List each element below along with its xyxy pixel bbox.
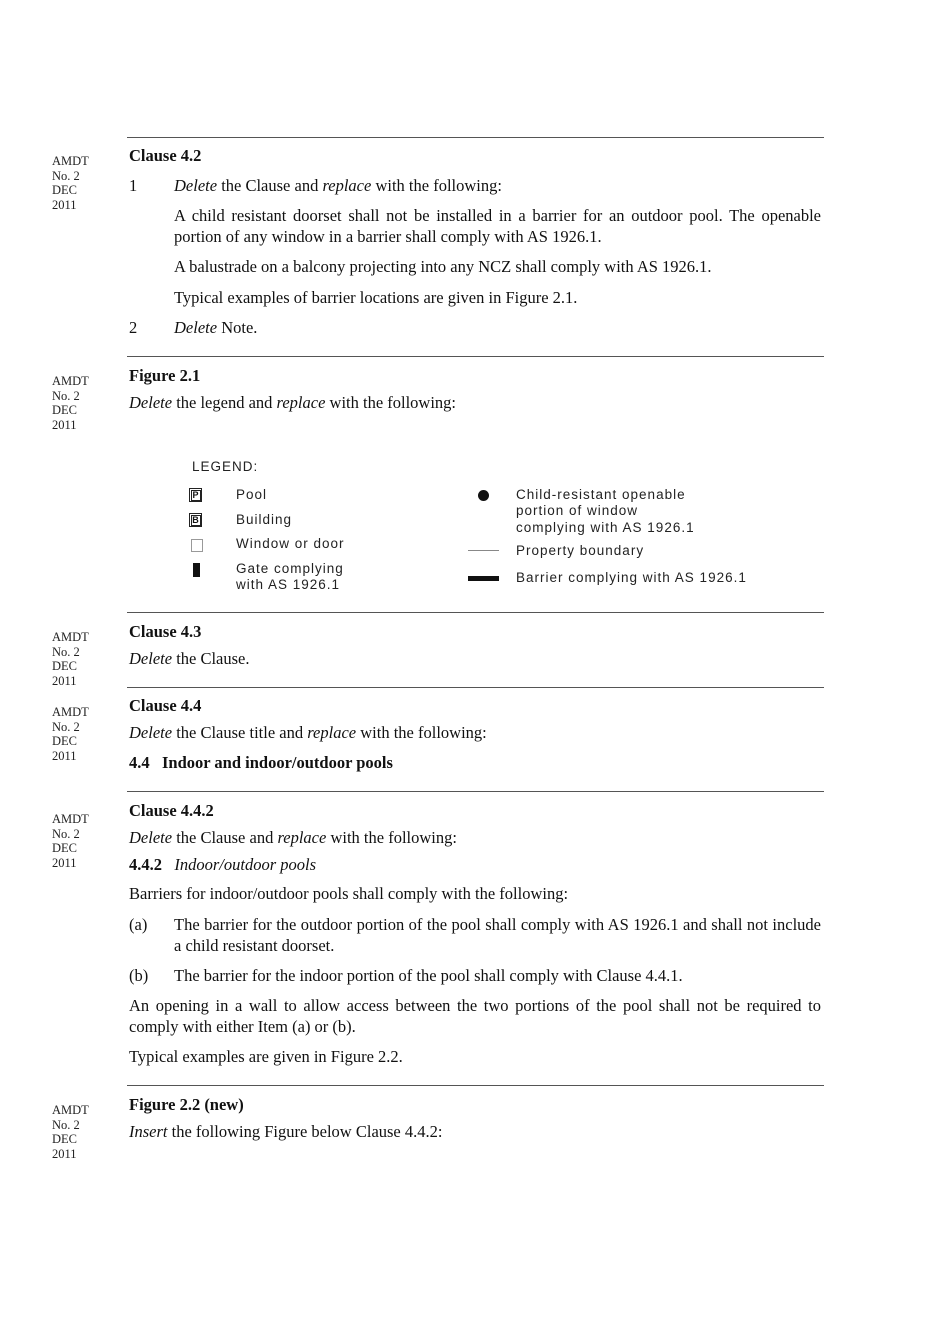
paragraph: The barrier for the outdoor portion of the pool shall comply with AS 1926.1 and shall not include a child resistant doorset. <box>174 915 821 955</box>
window-dot-symbol-icon <box>478 490 489 501</box>
amendment-note: AMDT No. 2 DEC 2011 <box>52 630 89 688</box>
paragraph: A balustrade on a balcony projecting into any NCZ shall comply with AS 1926.1. <box>174 257 712 276</box>
amendment-note: AMDT No. 2 DEC 2011 <box>52 154 89 212</box>
legend-label: Gate complying <box>236 561 344 576</box>
subclause-title: 4.4.2 Indoor/outdoor pools <box>129 855 317 874</box>
section-divider <box>127 356 824 357</box>
paragraph: Typical examples of barrier locations are given in Figure 2.1. <box>174 288 578 307</box>
instruction-text: Delete the Clause title and replace with the following: <box>129 723 487 742</box>
paragraph: A child resistant doorset shall not be installed in a barrier for an outdoor pool. The openable portion of any window in a barrier shall comply with AS 1926.1. <box>174 206 821 246</box>
section-divider <box>127 612 824 613</box>
new-clause-title: 4.4 Indoor and indoor/outdoor pools <box>129 753 393 772</box>
section-divider <box>127 1085 824 1086</box>
legend-label: complying with AS 1926.1 <box>516 520 695 535</box>
paragraph: Barriers for indoor/outdoor pools shall comply with the following: <box>129 884 569 903</box>
figure-heading: Figure 2.2 (new) <box>129 1095 244 1114</box>
barrier-line-icon <box>468 576 499 581</box>
amendment-note: AMDT No. 2 DEC 2011 <box>52 812 89 870</box>
window-door-symbol-icon <box>191 539 203 552</box>
legend-title: LEGEND: <box>192 459 259 474</box>
instruction-text: Delete Note. <box>174 318 258 337</box>
clause-heading: Clause 4.3 <box>129 622 202 641</box>
item-number: 2 <box>129 318 138 337</box>
clause-heading: Clause 4.2 <box>129 146 202 165</box>
legend-label: Child-resistant openable <box>516 487 686 502</box>
instruction-text: Insert the following Figure below Clause 4.4.2: <box>129 1122 443 1141</box>
section-divider <box>127 791 824 792</box>
legend-label: Property boundary <box>516 543 645 558</box>
clause-heading: Clause 4.4 <box>129 696 202 715</box>
pool-symbol-icon: P <box>189 488 202 502</box>
amendment-note: AMDT No. 2 DEC 2011 <box>52 374 89 432</box>
clause-heading: Clause 4.4.2 <box>129 801 214 820</box>
legend-label: Barrier complying with AS 1926.1 <box>516 570 747 585</box>
legend-label: Window or door <box>236 536 345 551</box>
item-label: (b) <box>129 966 149 985</box>
instruction-text: Delete the Clause. <box>129 649 250 668</box>
instruction-text: Delete the Clause and replace with the following: <box>174 176 502 195</box>
amendment-note: AMDT No. 2 DEC 2011 <box>52 1103 89 1161</box>
amendment-note: AMDT No. 2 DEC 2011 <box>52 705 89 763</box>
instruction-text: Delete the legend and replace with the following: <box>129 393 457 412</box>
item-label: (a) <box>129 915 148 934</box>
gate-symbol-icon <box>193 563 200 577</box>
property-boundary-line-icon <box>468 550 499 551</box>
paragraph: Typical examples are given in Figure 2.2. <box>129 1047 403 1066</box>
paragraph: An opening in a wall to allow access between the two portions of the pool shall not be required to comply with either Item (a) or (b). <box>129 996 821 1036</box>
legend-label: Pool <box>236 487 268 502</box>
legend-label: portion of window <box>516 503 639 518</box>
building-symbol-icon: B <box>189 513 202 527</box>
figure-heading: Figure 2.1 <box>129 366 201 385</box>
item-number: 1 <box>129 176 138 195</box>
section-divider <box>127 137 824 138</box>
legend-label: with AS 1926.1 <box>236 577 341 592</box>
legend-label: Building <box>236 512 293 527</box>
section-divider <box>127 687 824 688</box>
instruction-text: Delete the Clause and replace with the following: <box>129 828 457 847</box>
paragraph: The barrier for the indoor portion of the pool shall comply with Clause 4.4.1. <box>174 966 683 985</box>
